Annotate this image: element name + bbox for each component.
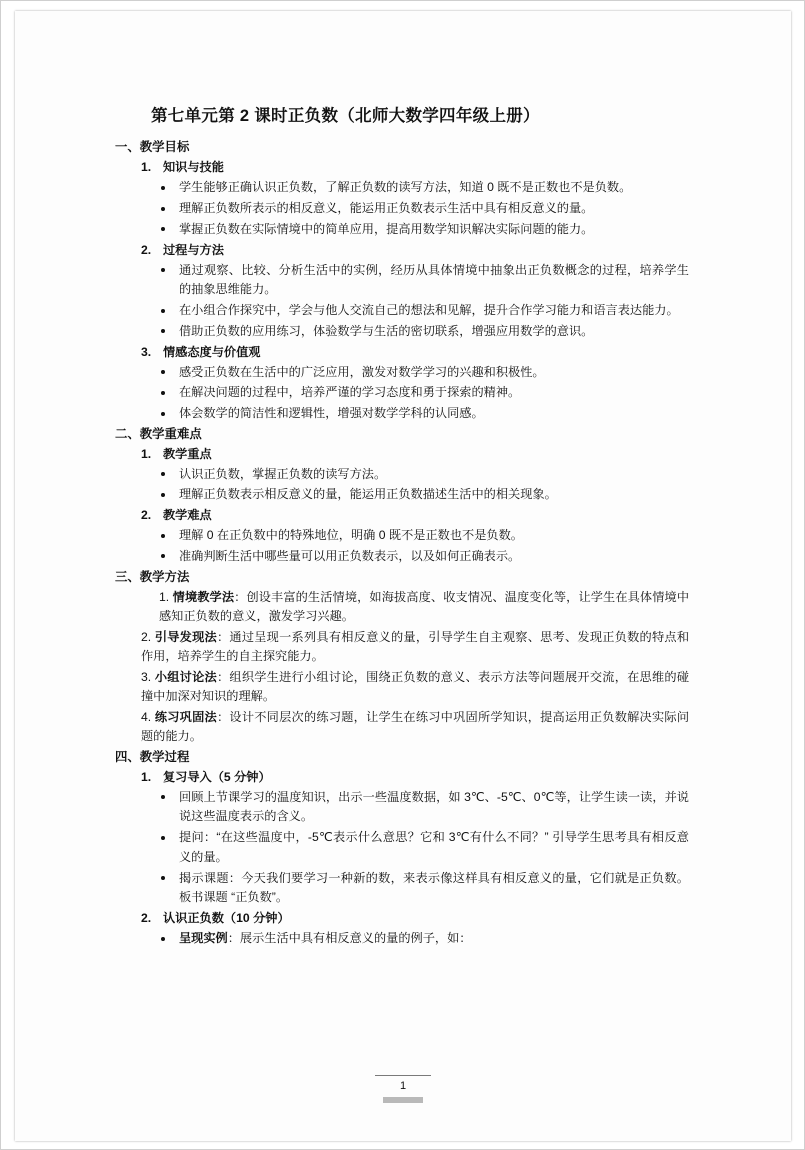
bullet-dot: [161, 795, 165, 799]
paragraph-lead: 小组讨论法: [154, 669, 217, 684]
bullet-text: 学生能够正确认识正负数，了解正负数的读写方法，知道 0 既不是正数也不是负数。: [179, 180, 632, 195]
item-marker: 2.: [141, 508, 152, 523]
list-item: [159, 869, 689, 909]
section-4-items-2: [141, 909, 689, 928]
list-item: [159, 547, 689, 567]
bullet-dot: [161, 391, 165, 395]
item-marker: 2.: [141, 629, 152, 644]
section-1-items-2: [141, 241, 689, 260]
paragraph: [141, 668, 689, 707]
list-item: [159, 383, 689, 403]
bullet-dot: [161, 836, 165, 840]
section-1-items-3: [141, 343, 689, 362]
list-item: [159, 178, 689, 198]
paragraph: [159, 588, 689, 627]
item-label: 过程与方法: [163, 242, 224, 257]
item-label: 教学重点: [163, 446, 212, 461]
list-item: [159, 526, 689, 546]
bullet-group: [159, 363, 689, 424]
section-2-items-2: [141, 506, 689, 525]
list-item: [141, 506, 689, 525]
list-item: [159, 929, 689, 949]
paragraph-text: ：创设丰富的生活情境，如海拔高度、收支情况、温度变化等，让学生在具体情境中感知正负数的意义，激发学习兴趣。: [159, 589, 690, 624]
section-1-items: [141, 158, 689, 177]
bullet-text: 理解正负数表示相反意义的量，能运用正负数描述生活中的相关现象。: [179, 487, 557, 502]
bullet-dot: [161, 227, 165, 231]
bullet-dot: [161, 329, 165, 333]
document-body: [115, 106, 690, 950]
list-item: [141, 343, 689, 362]
list-item: [141, 158, 689, 177]
bullet-text: 理解 0 在正负数中的特殊地位，明确 0 既不是正数也不是负数。: [179, 528, 523, 543]
section-heading: 一、教学目标: [115, 140, 190, 155]
item-marker: 3.: [141, 669, 152, 684]
item-label: 知识与技能: [163, 160, 224, 175]
item-marker: 1.: [159, 589, 170, 604]
item-marker: 1.: [141, 769, 152, 784]
item-marker: 1.: [141, 160, 152, 175]
item-marker: 3.: [141, 344, 152, 359]
list-item: [159, 322, 689, 342]
list-item: [141, 241, 689, 260]
bullet-dot: [161, 472, 165, 476]
page-footer: [15, 1075, 791, 1103]
list-item: [159, 485, 689, 505]
item-marker: 4.: [141, 709, 152, 724]
list-item: [141, 909, 689, 928]
list-item: [159, 301, 689, 321]
page-title: 第七单元第 2 课时正负数（北师大数学四年级上册）: [151, 107, 540, 125]
bullet-dot: [161, 370, 165, 374]
paragraph: [141, 708, 689, 747]
paragraph-lead: 练习巩固法: [154, 709, 217, 724]
item-marker: 2.: [141, 911, 152, 926]
bullet-text: 揭示课题：今天我们要学习一种新的数，来表示像这样具有相反意义的量，它们就是正负数。板书课题 “正负数”。: [179, 870, 689, 905]
bullet-group: [159, 526, 689, 567]
bullet-dot: [161, 412, 165, 416]
bullet-group: [159, 788, 689, 909]
bullet-text: 在解决问题的过程中，培养严谨的学习态度和勇于探索的精神。: [179, 385, 521, 400]
list-item: [159, 261, 689, 301]
paragraph-text: ：通过呈现一系列具有相反意义的量，引导学生自主观察、思考、发现正负数的特点和作用，培养学生的自主探究能力。: [141, 629, 690, 664]
bullet-text: 通过观察、比较、分析生活中的实例，经历从具体情境中抽象出正负数概念的过程，培养学生的抽象思维能力。: [179, 262, 689, 297]
item-marker: 2.: [141, 242, 152, 257]
section-heading: 二、教学重难点: [115, 426, 202, 441]
bullet-text: 掌握正负数在实际情境中的简单应用，提高用数学知识解决实际问题的能力。: [179, 221, 594, 236]
item-label: 认识正负数（10 分钟）: [163, 911, 290, 926]
bullet-group: [159, 465, 689, 506]
bullet-text: 准确判断生活中哪些量可以用正负数表示，以及如何正确表示。: [179, 548, 521, 563]
item-label: 情感态度与价值观: [163, 344, 261, 359]
list-item: [159, 404, 689, 424]
bullet-text: 借助正负数的应用练习，体验数学与生活的密切联系，增强应用数学的意识。: [179, 323, 594, 338]
bullet-dot: [161, 534, 165, 538]
bullet-text: 在小组合作探究中，学会与他人交流自己的想法和见解，提升合作学习能力和语言表达能力。: [179, 303, 679, 318]
list-item: [159, 788, 689, 828]
paragraph-text: ：设计不同层次的练习题，让学生在练习中巩固所学知识，提高运用正负数解决实际问题的能力。: [141, 709, 690, 744]
item-label: 复习导入（5 分钟）: [163, 769, 271, 784]
section-heading: 三、教学方法: [115, 569, 190, 584]
paragraph-lead: 引导发现法: [154, 629, 217, 644]
list-item: [159, 199, 689, 219]
bullet-dot: [161, 207, 165, 211]
bullet-group: [159, 929, 689, 949]
bullet-group: [159, 178, 689, 239]
page-sheet: [15, 11, 791, 1141]
bullet-dot: [161, 493, 165, 497]
section-2-items: [141, 445, 689, 464]
bullet-text: 提问：“在这些温度中，-5℃表示什么意思？它和 3℃有什么不同？” 引导学生思考具有相反意义的量。: [179, 830, 689, 864]
bullet-text: 认识正负数，掌握正负数的读写方法。: [179, 466, 387, 481]
section-4-items: [141, 768, 689, 787]
paragraph: [141, 628, 689, 667]
bullet-text: 理解正负数所表示的相反意义，能运用正负数表示生活中具有相反意义的量。: [179, 201, 594, 216]
bullet-text: 体会数学的简洁性和逻辑性，增强对数学学科的认同感。: [179, 406, 484, 421]
paragraph-lead: 情境教学法: [172, 589, 235, 604]
footer-divider: [375, 1075, 431, 1076]
section-heading: 四、教学过程: [115, 749, 190, 764]
bullet-dot: [161, 554, 165, 558]
bullet-dot: [161, 309, 165, 313]
bullet-dot: [161, 876, 165, 880]
bullet-dot: [161, 937, 165, 941]
bullet-lead: 呈现实例: [179, 931, 228, 946]
bullet-group: [159, 261, 689, 342]
list-item: [141, 768, 689, 787]
list-item: [141, 445, 689, 464]
bullet-text: ：展示生活中具有相反意义的量的例子，如：: [227, 931, 472, 946]
bullet-text: 回顾上节课学习的温度知识，出示一些温度数据，如 3℃、-5℃、0℃等，让学生读一读，并说说这些温度表示的含义。: [179, 789, 689, 824]
list-item: [159, 828, 689, 868]
item-label: 教学难点: [163, 508, 212, 523]
footer-bar: [383, 1097, 423, 1103]
list-item: [159, 465, 689, 485]
bullet-dot: [161, 268, 165, 272]
paragraph-text: ：组织学生进行小组讨论，围绕正负数的意义、表示方法等问题展开交流，在思维的碰撞中加深对知识的理解。: [141, 669, 690, 704]
list-item: [159, 220, 689, 240]
item-marker: 1.: [141, 446, 152, 461]
page-number: 1: [399, 1079, 407, 1092]
bullet-dot: [161, 186, 165, 190]
list-item: [159, 363, 689, 383]
bullet-text: 感受正负数在生活中的广泛应用，激发对数学学习的兴趣和积极性。: [179, 364, 545, 379]
